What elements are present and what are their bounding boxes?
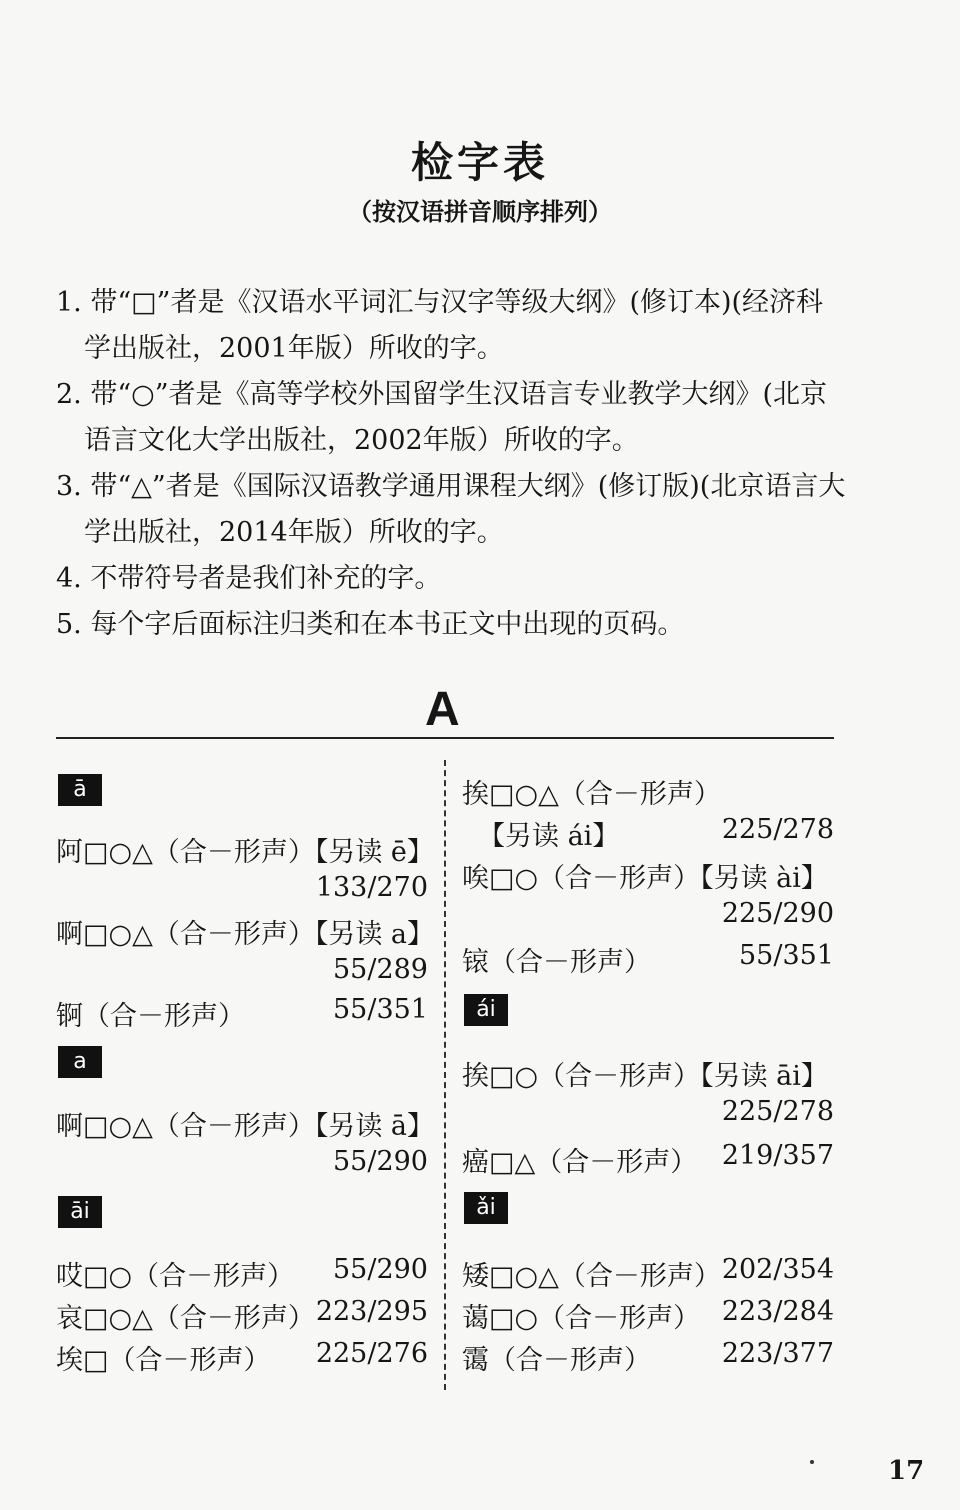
note-item: 4. 不带符号者是我们补充的字。 (56, 563, 442, 594)
page-ref: 133/270 (315, 872, 428, 903)
char-entry: 挨□○（合－形声）【另读 āi】 (462, 1061, 828, 1092)
char-entry: 啊□○△（合－形声）【另读 ā】 (56, 1111, 435, 1142)
note-item: 2. 带“○”者是《高等学校外国留学生汉语言专业教学大纲》(北京语言文化大学出版社，2002年版）所收的字。 (56, 379, 828, 456)
left-column (56, 760, 435, 1400)
char-entry: 癌□△（合－形声） (462, 1147, 698, 1178)
char-entry: 阿□○△（合－形声）【另读 ē】 (56, 837, 434, 868)
char-entry: 锕（合－形声） (56, 1001, 245, 1032)
page-ref: 225/278 (721, 814, 834, 845)
page-ref: 202/354 (721, 1254, 834, 1285)
page-ref: 225/278 (721, 1096, 834, 1127)
page-ref: 225/276 (315, 1338, 428, 1369)
char-entry: 霭（合－形声） (462, 1345, 651, 1376)
right-column (462, 760, 834, 1400)
char-entry: 挨□○△（合－形声） (462, 779, 721, 810)
char-entry: 啊□○△（合－形声）【另读 a】 (56, 919, 435, 950)
page-ref: 55/351 (333, 994, 428, 1025)
column-divider (444, 760, 446, 1390)
char-entry: 埃□（合－形声） (56, 1345, 271, 1376)
print-speck (810, 1460, 814, 1464)
pinyin-badge: ǎi (464, 1192, 508, 1224)
char-entry: 蔼□○（合－形声） (462, 1303, 701, 1334)
char-entry: 哀□○△（合－形声） (56, 1303, 315, 1334)
page-ref: 223/284 (721, 1296, 834, 1327)
pinyin-badge: āi (58, 1196, 102, 1228)
char-entry: 唉□○（合－形声）【另读 ài】 (462, 863, 828, 894)
note-item: 1. 带“□”者是《汉语水平词汇与汉字等级大纲》(修订本)(经济科学出版社，2001年版）所收的字。 (56, 287, 824, 364)
note-item: 5. 每个字后面标注归类和在本书正文中出现的页码。 (56, 609, 685, 640)
page-ref: 219/357 (721, 1140, 834, 1171)
pinyin-badge: ā (58, 774, 102, 806)
page-ref: 55/289 (333, 954, 428, 985)
page-ref: 223/295 (315, 1296, 428, 1327)
page-ref: 55/290 (333, 1254, 428, 1285)
char-entry: 锿（合－形声） (462, 947, 651, 978)
section-letter: A (425, 683, 460, 736)
page-subtitle: （按汉语拼音顺序排列） (348, 197, 612, 226)
char-entry-note: 【另读 ái】 (478, 821, 620, 852)
page-number: 17 (888, 1456, 925, 1486)
page-ref: 55/290 (333, 1146, 428, 1177)
char-entry: 矮□○△（合－形声） (462, 1261, 721, 1292)
page-ref: 55/351 (739, 940, 834, 971)
page-title: 检字表 (410, 138, 549, 187)
note-item: 3. 带“△”者是《国际汉语教学通用课程大纲》(修订版)(北京语言大学出版社，2014年版）所收的字。 (56, 471, 846, 548)
pinyin-badge: ái (464, 994, 508, 1026)
page-ref: 223/377 (721, 1338, 834, 1369)
page-ref: 225/290 (721, 898, 834, 929)
char-entry: 哎□○（合－形声） (56, 1261, 295, 1292)
notes-list (56, 280, 846, 648)
pinyin-badge: a (58, 1046, 102, 1078)
section-rule (56, 737, 834, 739)
